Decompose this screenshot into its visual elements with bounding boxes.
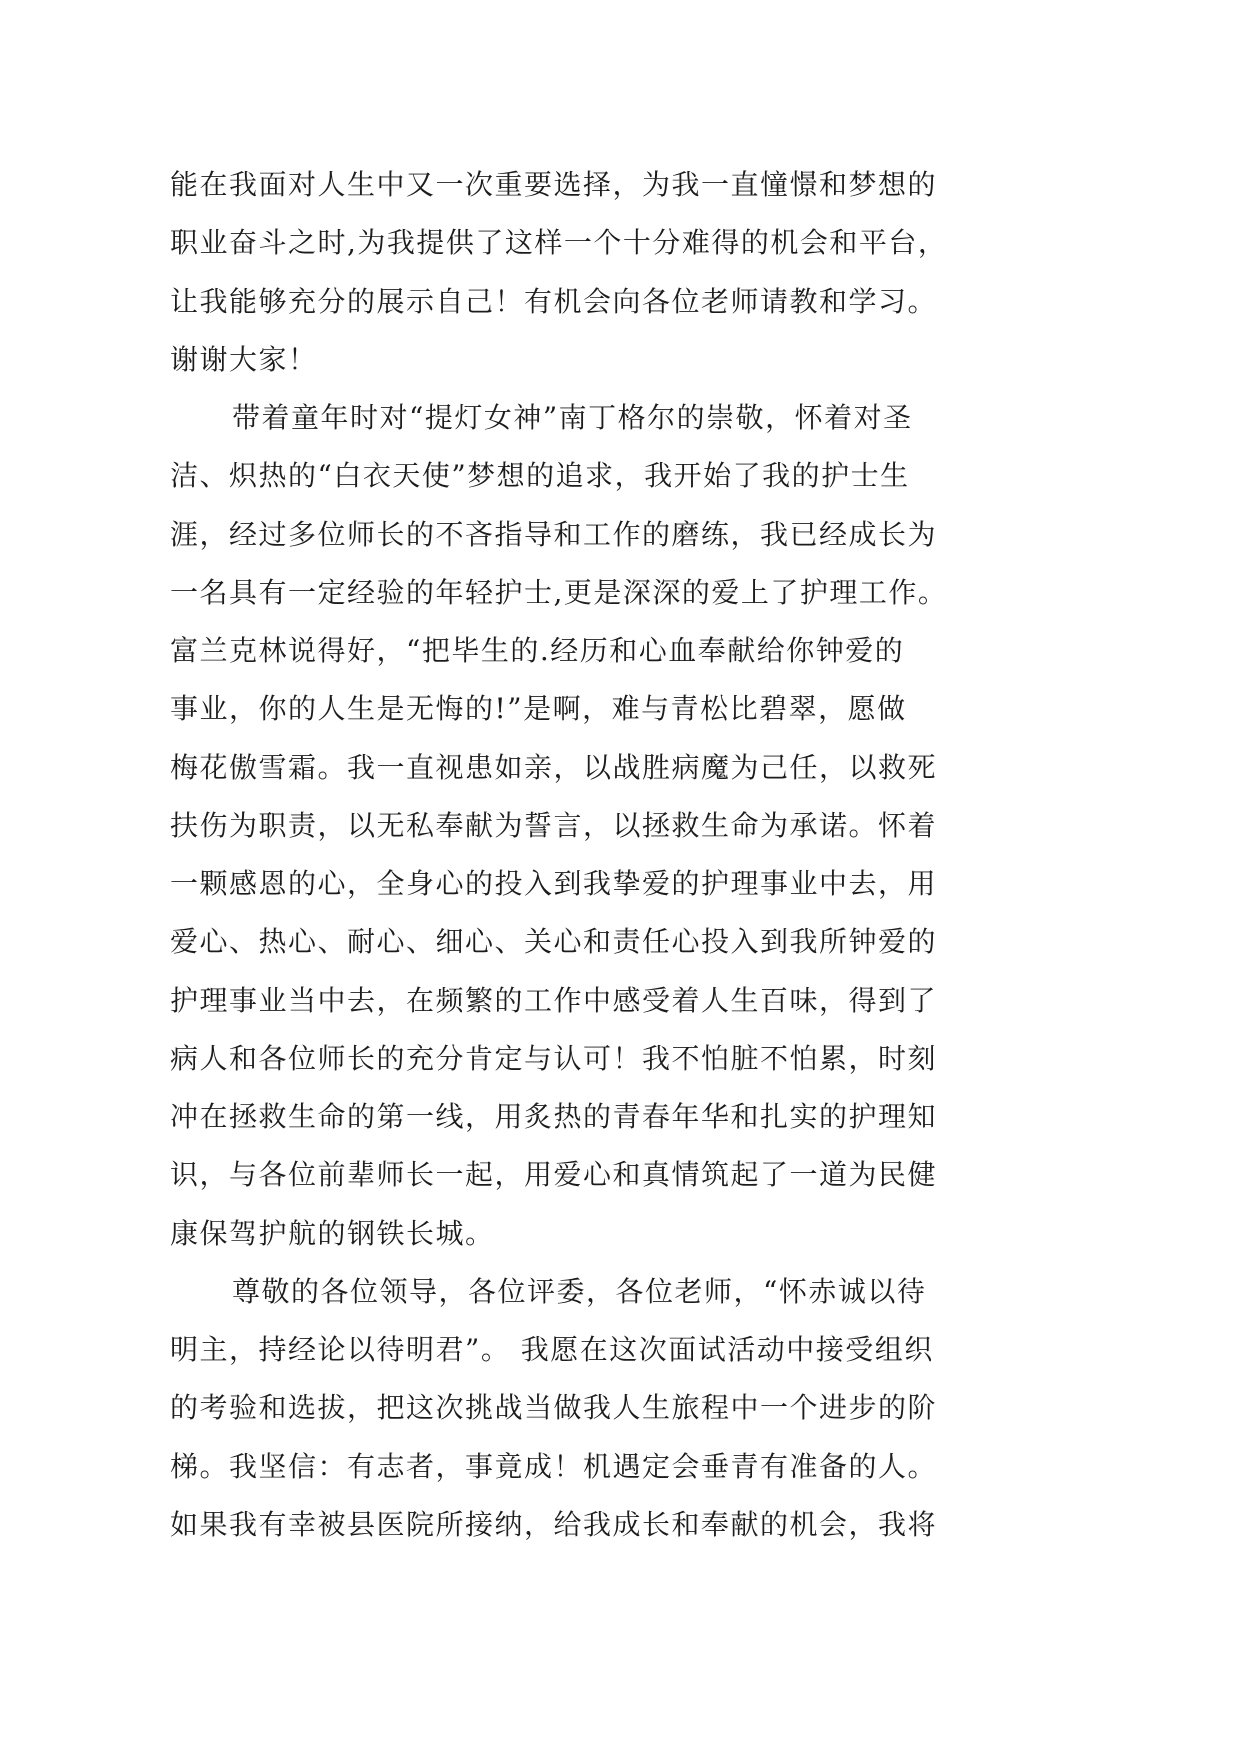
- text-line: 护理事业当中去，在频繁的工作中感受着人生百味，得到了: [170, 983, 938, 1017]
- text-line: 涯，经过多位师长的不吝指导和工作的磨练，我已经成长为: [170, 517, 938, 551]
- text-line: 明主，持经论以待明君”。 我愿在这次面试活动中接受组织: [170, 1333, 934, 1366]
- text-line: 冲在拯救生命的第一线，用炙热的青春年华和扎实的护理知: [170, 1100, 938, 1133]
- text-line: 谢谢大家！: [170, 342, 318, 376]
- paragraph: [170, 1263, 1050, 1554]
- text-line: 尊敬的各位领导，各位评委，各位老师，“怀赤诚以待: [232, 1274, 927, 1308]
- text-line: 带着童年时对“提灯女神”南丁格尔的崇敬，怀着对圣: [232, 401, 913, 434]
- text-line: 梯。我坚信：有志者，事竟成！机遇定会垂青有准备的人。: [170, 1449, 938, 1483]
- paragraph: [170, 389, 1050, 1263]
- document-body: [170, 156, 1050, 1554]
- paragraph-continued: [170, 156, 1050, 389]
- text-line: 洁、炽热的“白衣天使”梦想的追求，我开始了我的护士生: [170, 459, 910, 493]
- text-line: 职业奋斗之时,为我提供了这样一个十分难得的机会和平台，: [170, 226, 948, 260]
- text-line: 扶伤为职责，以无私奉献为誓言，以拯救生命为承诺。怀着: [170, 808, 938, 842]
- text-line: 病人和各位师长的充分肯定与认可！我不怕脏不怕累，时刻: [170, 1041, 938, 1075]
- text-line: 康保驾护航的钢铁长城。: [170, 1216, 495, 1250]
- text-line: 爱心、热心、耐心、细心、关心和责任心投入到我所钟爱的: [170, 925, 938, 959]
- text-line: 让我能够充分的展示自己！有机会向各位老师请教和学习。: [170, 284, 938, 318]
- text-line: 富兰克林说得好，“把毕生的.经历和心血奉献给你钟爱的: [170, 634, 905, 667]
- text-line: 一名具有一定经验的年轻护士,更是深深的爱上了护理工作。: [170, 575, 948, 609]
- text-line: 的考验和选拔，把这次挑战当做我人生旅程中一个进步的阶: [170, 1391, 938, 1425]
- text-line: 识，与各位前辈师长一起，用爱心和真情筑起了一道为民健: [170, 1158, 938, 1192]
- text-line: 事业，你的人生是无悔的!”是啊，难与青松比碧翠，愿做: [170, 692, 907, 726]
- text-line: 梅花傲雪霜。我一直视患如亲，以战胜病魔为己任，以救死: [170, 750, 938, 784]
- text-line: 一颗感恩的心，全身心的投入到我挚爱的护理事业中去，用: [170, 867, 938, 900]
- text-line: 能在我面对人生中又一次重要选择，为我一直憧憬和梦想的: [170, 168, 938, 201]
- text-line: 如果我有幸被县医院所接纳，给我成长和奉献的机会，我将: [170, 1507, 938, 1541]
